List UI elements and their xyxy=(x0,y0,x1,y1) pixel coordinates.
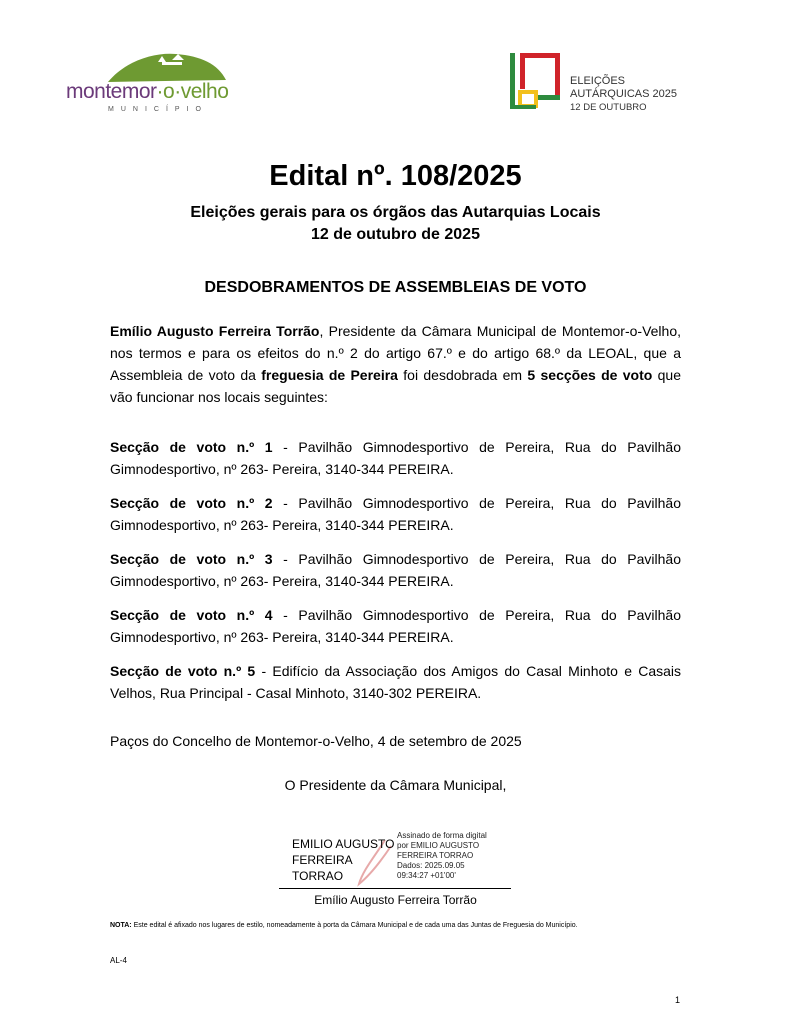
subtitle-line-1: Eleições gerais para os órgãos das Autarquias Locais xyxy=(190,204,601,221)
voting-section-3: Secção de voto n.º 3 - Pavilhão Gimnodesportivo de Pereira, Rua do Pavilhão Gimnodesportivo, nº 263- Pereira, 3140-344 PEREIRA. xyxy=(110,551,681,589)
intro-paragraph: Emílio Augusto Ferreira Torrão, Presidente da Câmara Municipal de Montemor-o-Velho, nos termos e para os efeitos do n.º 2 do artigo 67.º e do artigo 68.º da LEOAL, que a Assembleia de voto da freguesia de Pereira foi desdobrada em 5 secções de voto que vão funcionar nos locais seguintes: xyxy=(110,323,682,405)
castle-hill-icon xyxy=(106,50,228,84)
municipality-logo xyxy=(66,48,236,120)
document-subtitle xyxy=(0,202,791,246)
signature-name: EMILIO AUGUSTO FERREIRA TORRAO xyxy=(292,837,395,883)
voting-section-5: Secção de voto n.º 5 - Edifício da Associação dos Amigos do Casal Minhoto e Casais Velhos, Rua Principal - Casal Minhoto, 3140-302 PEREIRA. xyxy=(110,663,682,701)
section-heading: DESDOBRAMENTOS DE ASSEMBLEIAS DE VOTO xyxy=(204,279,587,296)
president-title: O Presidente da Câmara Municipal, xyxy=(284,777,507,793)
voting-section-2: Secção de voto n.º 2 - Pavilhão Gimnodesportivo de Pereira, Rua do Pavilhão Gimnodesportivo, nº 263- Pereira, 3140-344 PEREIRA. xyxy=(110,495,681,533)
signer-printed-name: Emílio Augusto Ferreira Torrão xyxy=(314,893,477,907)
document-code: AL-4 xyxy=(110,956,127,965)
signature-line xyxy=(279,888,511,889)
place-and-date: Paços do Concelho de Montemor-o-Velho, 4 de setembro de 2025 xyxy=(110,733,522,749)
election-logo xyxy=(508,51,688,115)
voting-section-1: Secção de voto n.º 1 - Pavilhão Gimnodesportivo de Pereira, Rua do Pavilhão Gimnodesportivo, nº 263- Pereira, 3140-344 PEREIRA. xyxy=(110,439,681,477)
municipality-subtitle: MUNICÍPIO xyxy=(108,106,208,113)
municipality-wordmark: montemor·o·velho xyxy=(66,80,229,103)
page-number: 1 xyxy=(675,995,681,1005)
signature-metadata: Assinado de forma digital por EMILIO AUGUSTO FERREIRA TORRAO Dados: 2025.09.05 09:34:27 +01'00' xyxy=(397,831,487,880)
voting-section-4: Secção de voto n.º 4 - Pavilhão Gimnodesportivo de Pereira, Rua do Pavilhão Gimnodesportivo, nº 263- Pereira, 3140-344 PEREIRA. xyxy=(110,607,681,645)
election-emblem-icon xyxy=(508,51,564,113)
subtitle-line-2: 12 de outubro de 2025 xyxy=(311,226,480,243)
footnote: NOTA: Este edital é afixado nos lugares de estilo, nomeadamente à porta da Câmara Municipal e de cada uma das Juntas de Freguesia do Município. xyxy=(110,922,578,929)
election-logo-text: ELEIÇÕES AUTÁRQUICAS 2025 12 DE OUTUBRO xyxy=(570,75,677,113)
document-title: Edital nº. 108/2025 xyxy=(269,160,522,192)
